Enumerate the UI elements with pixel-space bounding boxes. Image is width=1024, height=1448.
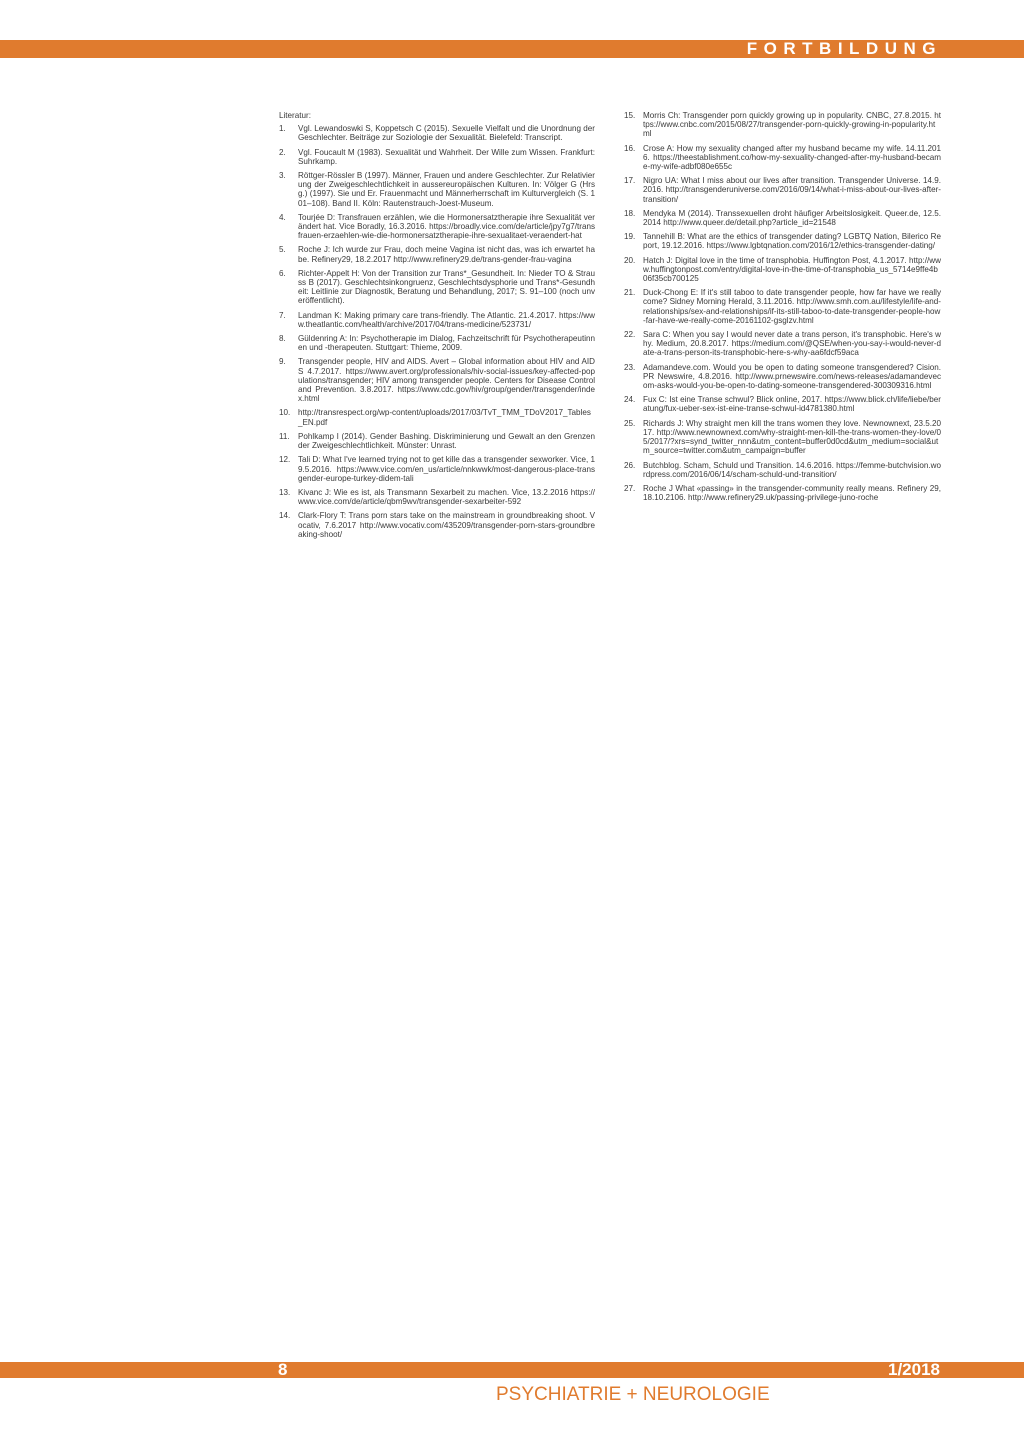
reference-item xyxy=(624,111,941,139)
reference-item xyxy=(624,232,941,250)
reference-text: Nigro UA: What I miss about our lives after transition. Transgender Universe. 14.9.2016. http://transgenderuniverse.com/2016/09/14/what-i-miss-about-our-lives-after-transition/ xyxy=(643,176,941,204)
reference-number: 7. xyxy=(279,310,286,320)
reference-number: 26. xyxy=(624,460,636,470)
reference-item xyxy=(279,455,595,483)
reference-number: 16. xyxy=(624,143,636,153)
reference-item xyxy=(279,311,595,329)
reference-number: 10. xyxy=(279,408,291,418)
reference-text: Richards J: Why straight men kill the trans women they love. Newnownext, 23.5.2017. http://www.newnownext.com/why-straight-men-kill-the-trans-women-they-love/05/2017/?xrs=synd_twitter_nnn&utm_content=buffer0d0cd&utm_medium=social&utm_source=twitter.com&utm_campaign=buffer xyxy=(643,418,941,456)
reference-number: 14. xyxy=(279,511,291,521)
reference-number: 24. xyxy=(624,395,636,405)
reference-number: 17. xyxy=(624,176,636,186)
reference-text: Tourjée D: Transfrauen erzählen, wie die Hormonersatztherapie ihre Sexualität verändert hat. Vice Boradly, 16.3.2016. https://broadly.vice.com/de/article/jpy7g7/transfrauen-erzaehlen-wie-die-hormonersatztherapie-ihre-sexualitaet-veraendert-hat xyxy=(298,212,595,241)
reference-number: 22. xyxy=(624,330,636,340)
reference-text: Kivanc J: Wie es ist, als Transmann Sexarbeit zu machen. Vice, 13.2.2016 https://www.vice.com/de/article/qbm9wv/transgender-sexarbeiter-592 xyxy=(298,487,595,507)
reference-text: Vgl. Lewandoswki S, Koppetsch C (2015). Sexuelle Vielfalt und die Unordnung der Geschlechter. Beiträge zur Soziologie der Sexualität. Bielefeld: Transcript. xyxy=(298,124,595,143)
reference-item xyxy=(624,209,941,227)
reference-number: 13. xyxy=(279,487,291,497)
reference-item xyxy=(624,363,941,391)
footer-band xyxy=(0,1362,1024,1378)
reference-item xyxy=(279,488,595,506)
reference-text: Vgl. Foucault M (1983). Sexualität und Wahrheit. Der Wille zum Wissen. Frankfurt: Suhrkamp. xyxy=(298,147,595,166)
reference-text: Mendyka M (2014). Transsexuellen droht häufiger Arbeitslosigkeit. Queer.de, 12.5.2014 http://www.queer.de/detail.php?article_id=21548 xyxy=(643,208,941,228)
journal-title: PSYCHIATRIE + NEUROLOGIE xyxy=(496,1384,770,1405)
reference-list-right xyxy=(624,111,941,502)
reference-text: Tannehill B: What are the ethics of transgender dating? LGBTQ Nation, Bilerico Report, 19.12.2016. https://www.lgbtqnation.com/2016/12/ethics-transgender-dating/ xyxy=(643,232,941,251)
reference-item xyxy=(624,461,941,479)
reference-text: Richter-Appelt H: Von der Transition zur Trans*_Gesundheit. In: Nieder TO & Strauss B (2017). Geschlechtsinkongruenz, Geschlechtsdysphorie und Trans*-Gesundheit: Leitlinie zur Diagnostik, Beratung und Behandlung, 2017; S. 91–100 (noch unveröffentlicht). xyxy=(298,268,595,306)
reference-item xyxy=(624,144,941,172)
reference-text: Güldenring A: In: Psychotherapie im Dialog, Fachzeitschrift für Psychotherapeutinnen und -therapeuten. Stuttgart: Thieme, 2009. xyxy=(298,334,595,353)
reference-text: Tali D: What I've learned trying not to get kille das a transgender sexworker. Vice, 19.5.2016. https://www.vice.com/en_us/article/nnkwwk/most-dangerous-place-transgender-europe-turkey-didem-tali xyxy=(298,455,595,483)
reference-text: Clark-Flory T: Trans porn stars take on the mainstream in groundbreaking shoot. Vocativ, 7.6.2017 http://www.vocativ.com/435209/transgender-porn-stars-groundbreaking-shoot/ xyxy=(298,511,595,539)
reference-text: Transgender people, HIV and AIDS. Avert – Global information about HIV and AIDS 4.7.2017. https://www.avert.org/professionals/hiv-social-issues/key-affected-populations/transgender; HIV among transgender people. Centers for Disease Control and Prevention. 3.8.2017. https://www.cdc.gov/hiv/group/gender/transgender/index.html xyxy=(298,357,595,404)
reference-item xyxy=(279,334,595,352)
reference-number: 12. xyxy=(279,455,291,465)
reference-item xyxy=(279,171,595,208)
reference-number: 27. xyxy=(624,483,636,493)
reference-number: 11. xyxy=(279,431,290,441)
reference-item xyxy=(624,484,941,502)
reference-item xyxy=(279,245,595,263)
reference-item xyxy=(279,213,595,241)
reference-text: Fux C: Ist eine Transe schwul? Blick online, 2017. https://www.blick.ch/life/liebe/beratung/fux-ueber-sex-ist-eine-transe-schwul-id4781380.html xyxy=(643,395,941,414)
reference-number: 15. xyxy=(624,111,636,120)
reference-number: 8. xyxy=(279,334,286,344)
reference-number: 25. xyxy=(624,418,636,428)
literature-heading: Literatur: xyxy=(279,111,311,120)
reference-item xyxy=(624,288,941,325)
reference-number: 9. xyxy=(279,357,286,367)
reference-text: Röttger-Rössler B (1997). Männer, Frauen und andere Geschlechter. Zur Relativierung der Zweigeschlechtlichkeit in aussereuropäischen Kulturen. In: Völger G (Hrsg.) (1997). Sie und Er. Frauenmacht und Männerherrschaft im Kulturvergleich (S. 101–108). Band II. Köln: Rautenstrauch-Joest-Museum. xyxy=(298,171,595,208)
reference-item xyxy=(624,176,941,204)
reference-item xyxy=(624,330,941,358)
reference-number: 18. xyxy=(624,208,636,218)
reference-text: Crose A: How my sexuality changed after my husband became my wife. 14.11.2016. https://theestablishment.co/how-my-sexuality-changed-after-my-husband-became-my-wife-adbf080e655c xyxy=(643,143,941,172)
reference-text: Sara C: When you say I would never date a trans person, it's transphobic. Here's why. Medium, 20.8.2017. https://medium.com/@QSE/when-you-say-i-would-never-date-a-trans-person-its-transphobic-here-s-why-aa6fdcf59aca xyxy=(643,330,941,358)
reference-number: 1. xyxy=(279,124,286,134)
reference-text: Adamandeve.com. Would you be open to dating someone transgendered? Cision. PR Newswire, 4.8.2016. http://www.prnewswire.com/news-releases/adamandevecom-asks-would-you-be-open-to-dating-someone-transgendered-300309316.html xyxy=(643,362,941,391)
reference-text: http://transrespect.org/wp-content/uploads/2017/03/TvT_TMM_TDoV2017_Tables_EN.pdf xyxy=(298,408,591,427)
section-title: FORTBILDUNG xyxy=(746,39,942,58)
reference-item xyxy=(279,408,595,426)
reference-number: 23. xyxy=(624,362,636,372)
reference-number: 2. xyxy=(279,147,286,157)
reference-item xyxy=(279,124,595,142)
reference-text: Butchblog. Scham, Schuld und Transition. 14.6.2016. https://femme-butchvision.wordpress.com/2016/06/14/scham-schuld-und-transition/ xyxy=(643,460,941,479)
reference-item xyxy=(279,432,595,450)
issue-number: 1/2018 xyxy=(888,1360,940,1379)
reference-item xyxy=(624,395,941,413)
reference-text: Duck-Chong E: If it's still taboo to date transgender people, how far have we really come? Sidney Morning Herald, 3.11.2016. http://www.smh.com.au/lifestyle/life-and-relationships/sex-and-relationships/if-its-still-taboo-to-date-transgender-people-how-far-have-we-really-come-20161102-gsglzv.html xyxy=(643,288,941,325)
reference-number: 6. xyxy=(279,268,286,278)
reference-number: 3. xyxy=(279,171,286,181)
reference-item xyxy=(624,256,941,284)
reference-item xyxy=(279,269,595,306)
reference-item xyxy=(279,357,595,403)
reference-text: Hatch J: Digital love in the time of transphobia. Huffington Post, 4.1.2017. http://www.huffingtonpost.com/entry/digital-love-in-the-time-of-transphobia_us_5714e9ffe4b06f35cb700125 xyxy=(643,255,941,284)
reference-number: 20. xyxy=(624,255,636,265)
reference-list-left xyxy=(279,124,595,539)
references-column-left xyxy=(279,111,595,544)
reference-item xyxy=(279,511,595,539)
page-number: 8 xyxy=(278,1360,288,1379)
reference-text: Roche J What «passing» in the transgender-community really means. Refinery 29, 18.10.2106. http://www.refinery29.uk/passing-privilege-juno-roche xyxy=(643,483,941,503)
references-column-right xyxy=(624,111,941,507)
reference-text: Roche J: Ich wurde zur Frau, doch meine Vagina ist nicht das, was ich erwartet habe. Refinery29, 18.2.2017 http://www.refinery29.de/trans-gender-frau-vagina xyxy=(298,245,595,264)
reference-number: 4. xyxy=(279,212,286,222)
reference-item xyxy=(279,148,595,166)
reference-number: 5. xyxy=(279,245,286,255)
reference-text: Morris Ch: Transgender porn quickly growing up in popularity. CNBC, 27.8.2015. https://www.cnbc.com/2015/08/27/transgender-porn-quickly-growing-in-popularity.html xyxy=(643,111,941,139)
reference-text: Pohlkamp I (2014). Gender Bashing. Diskriminierung und Gewalt an den Grenzen der Zweigeschlechtlichkeit. Münster: Unrast. xyxy=(298,431,595,451)
reference-text: Landman K: Making primary care trans-friendly. The Atlantic. 21.4.2017. https://www.theatlantic.com/health/archive/2017/04/trans-medicine/523731/ xyxy=(298,310,595,329)
reference-number: 21. xyxy=(624,288,636,298)
reference-item xyxy=(624,419,941,456)
reference-number: 19. xyxy=(624,232,636,242)
